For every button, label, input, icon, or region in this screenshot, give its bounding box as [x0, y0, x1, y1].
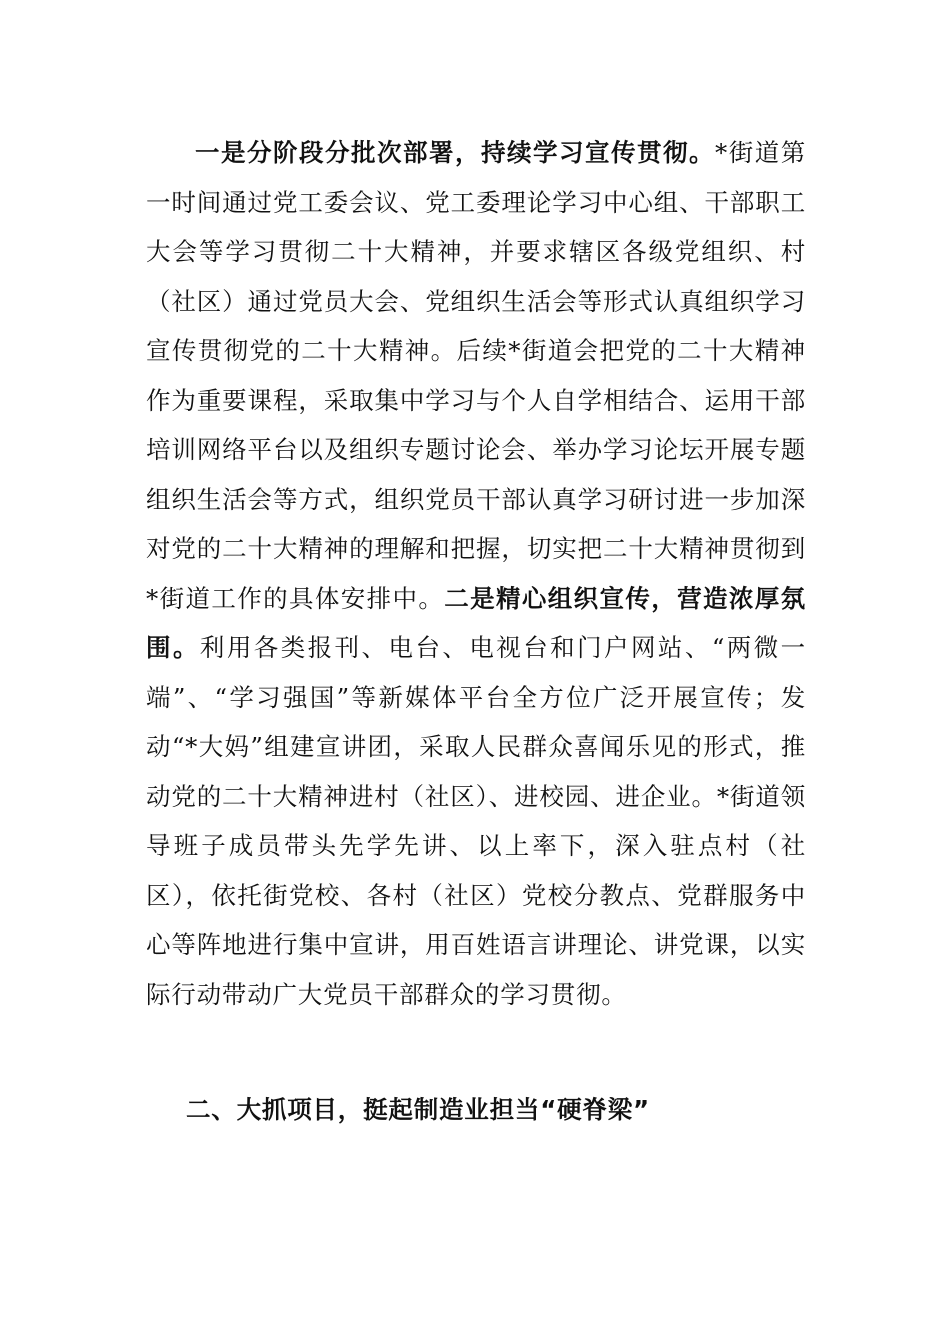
section-heading: 二、大抓项目，挺起制造业担当“硬脊梁”: [186, 1095, 650, 1124]
lead-phrase-2: 二是精心组织宣传，营造浓厚氛围。: [146, 583, 806, 662]
lead-phrase-1: 一是分阶段分批次部署，持续学习宣传贯彻。: [195, 138, 715, 167]
body-paragraph: [146, 128, 806, 1019]
paragraph-text-1: *街道第一时间通过党工委会议、党工委理论学习中心组、干部职工大会等学习贯彻二十大精神，并要求辖区各级党组织、村（社区）通过党员大会、党组织生活会等形式认真组织学习宣传贯彻党的二十大精神。后续*街道会把党的二十大精神作为重要课程，采取集中学习与个人自学相结合、运用干部培训网络平台以及组织专题讨论会、举办学习论坛开展专题组织生活会等方式，组织党员干部认真学习研讨进一步加深对党的二十大精神的理解和把握，切实把二十大精神贯彻到*街道工作的具体安排中。: [146, 138, 806, 613]
paragraph-text-2: 利用各类报刊、电台、电视台和门户网站、“两微一端”、“学习强国”等新媒体平台全方位广泛开展宣传；发动“*大妈”组建宣讲团，采取人民群众喜闻乐见的形式，推动党的二十大精神进村（社区）、进校园、进企业。*街道领导班子成员带头先学先讲、以上率下，深入驻点村（社区），依托街党校、各村（社区）党校分教点、党群服务中心等阵地进行集中宣讲，用百姓语言讲理论、讲党课，以实际行动带动广大党员干部群众的学习贯彻。: [146, 633, 806, 1009]
